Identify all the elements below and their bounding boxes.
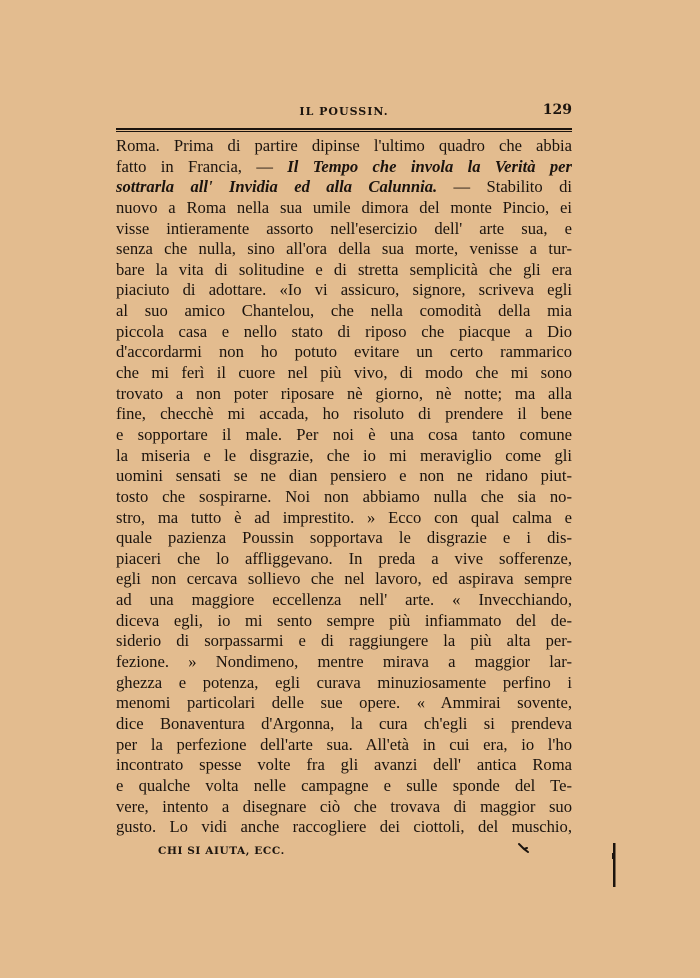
text-line [116, 157, 572, 178]
signature-line: CHI SI AIUTA, ECC. [158, 845, 285, 857]
text-line [116, 363, 572, 384]
text-run: senza che nulla, sino all'ora della sua morte, venisse a tur- [116, 239, 572, 259]
text-run: e qualche volta nelle campagne e sulle sponde del Te- [116, 775, 572, 795]
page-number: 129 [542, 102, 572, 118]
text-run: — Stabilito di [437, 177, 572, 197]
italic-title-run: sottrarla all' Invidia ed alla Calunnia. [116, 177, 438, 197]
text-run: la miseria e le disgrazie, che io mi meraviglio come gli [116, 445, 572, 465]
text-line [116, 673, 572, 694]
text-line [116, 425, 572, 446]
running-title: IL POUSSIN. [299, 105, 389, 118]
text-run: nuovo a Roma nella sua umile dimora del monte Pincio, ei [116, 197, 572, 217]
text-run: visse intieramente assorto nell'esercizio dell' arte sua, e [116, 218, 572, 238]
text-run: ghezza e potenza, egli curava minuziosamente perfino i [116, 672, 572, 692]
text-run: diceva egli, io mi sento sempre più infiammato del de- [116, 610, 572, 630]
text-run: fatto in Francia, — [116, 156, 288, 176]
italic-title-run: Il Tempo che invola la Verità per [287, 156, 572, 176]
text-run: uomini sensati se ne dian pensiero e non ne ridano piut- [116, 466, 572, 486]
text-line [116, 487, 572, 508]
text-line [116, 817, 572, 838]
text-line [116, 549, 572, 570]
body-text [116, 136, 572, 838]
text-line [116, 239, 572, 260]
text-line [116, 301, 572, 322]
text-line [116, 755, 572, 776]
text-line [116, 198, 572, 219]
text-run: piaciuto di adottare. «Io vi assicuro, signore, scriveva egli [116, 280, 572, 300]
text-run: dice Bonaventura d'Argonna, la cura ch'egli si prendeva [116, 713, 572, 733]
text-line [116, 446, 572, 467]
text-line [116, 466, 572, 487]
text-line [116, 260, 572, 281]
text-run: e sopportare il male. Per noi è una cosa tanto comune [116, 424, 572, 444]
text-run: al suo amico Chantelou, che nella comodità della mia [116, 301, 572, 321]
text-run: piccola casa e nello stato di riposo che piacque a Dio [116, 321, 572, 341]
text-line [116, 590, 572, 611]
text-line [116, 508, 572, 529]
text-run: incontrato spesse volte fra gli avanzi dell' antica Roma [116, 755, 572, 775]
text-run: egli non cercava sollievo che nel lavoro, ed aspirava sempre [116, 569, 572, 589]
text-run: piaceri che lo affliggevano. In preda a vive sofferenze, [116, 548, 572, 568]
text-line [116, 322, 572, 343]
text-run: siderio di sorpassarmi e di raggiungere la più alta per- [116, 631, 572, 651]
text-line [116, 528, 572, 549]
text-run: tosto che sospirarne. Noi non abbiamo nulla che sia no- [116, 486, 572, 506]
text-line [116, 714, 572, 735]
text-line [116, 404, 572, 425]
text-line [116, 776, 572, 797]
text-run: vere, intento a disegnare ciò che trovava di maggior suo [116, 796, 572, 816]
text-run: che mi ferì il cuore nel più vivo, di modo che mi sono [116, 363, 572, 383]
text-line [116, 652, 572, 673]
text-run: fezione. » Nondimeno, mentre mirava a maggior lar- [116, 652, 572, 672]
header-rule [116, 128, 572, 132]
text-run: d'accordarmi non ho potuto evitare un certo rammarico [116, 342, 572, 362]
text-run: bare la vita di solitudine e di stretta semplicità che gli era [116, 259, 572, 279]
text-line [116, 735, 572, 756]
text-line [116, 136, 572, 157]
text-line [116, 631, 572, 652]
text-run: fine, checchè mi accada, ho risoluto di prendere il bene [116, 404, 572, 424]
text-run: trovato a non poter riposare nè giorno, nè notte; ma alla [116, 383, 572, 403]
text-run: gusto. Lo vidi anche raccogliere dei ciottoli, del muschio, [116, 817, 572, 837]
text-run: stro, ma tutto è ad imprestito. » Ecco con qual calma e [116, 507, 572, 527]
signature-mark-icon [517, 842, 531, 854]
text-line [116, 177, 572, 198]
text-line [116, 342, 572, 363]
margin-mark-icon [611, 843, 617, 891]
text-run: quale pazienza Poussin sopportava le disgrazie e i dis- [116, 528, 572, 548]
text-line [116, 569, 572, 590]
text-run: per la perfezione dell'arte sua. All'età in cui era, io l'ho [116, 734, 572, 754]
text-line [116, 384, 572, 405]
text-run: ad una maggiore eccellenza nell' arte. « Invecchiando, [116, 590, 572, 610]
text-line [116, 797, 572, 818]
text-run: menomi particolari delle sue opere. « Ammirai sovente, [116, 693, 572, 713]
text-line [116, 611, 572, 632]
text-run: Roma. Prima di partire dipinse l'ultimo quadro che abbia [116, 136, 572, 155]
text-line [116, 693, 572, 714]
text-line [116, 280, 572, 301]
text-line [116, 219, 572, 240]
running-head [116, 102, 572, 122]
